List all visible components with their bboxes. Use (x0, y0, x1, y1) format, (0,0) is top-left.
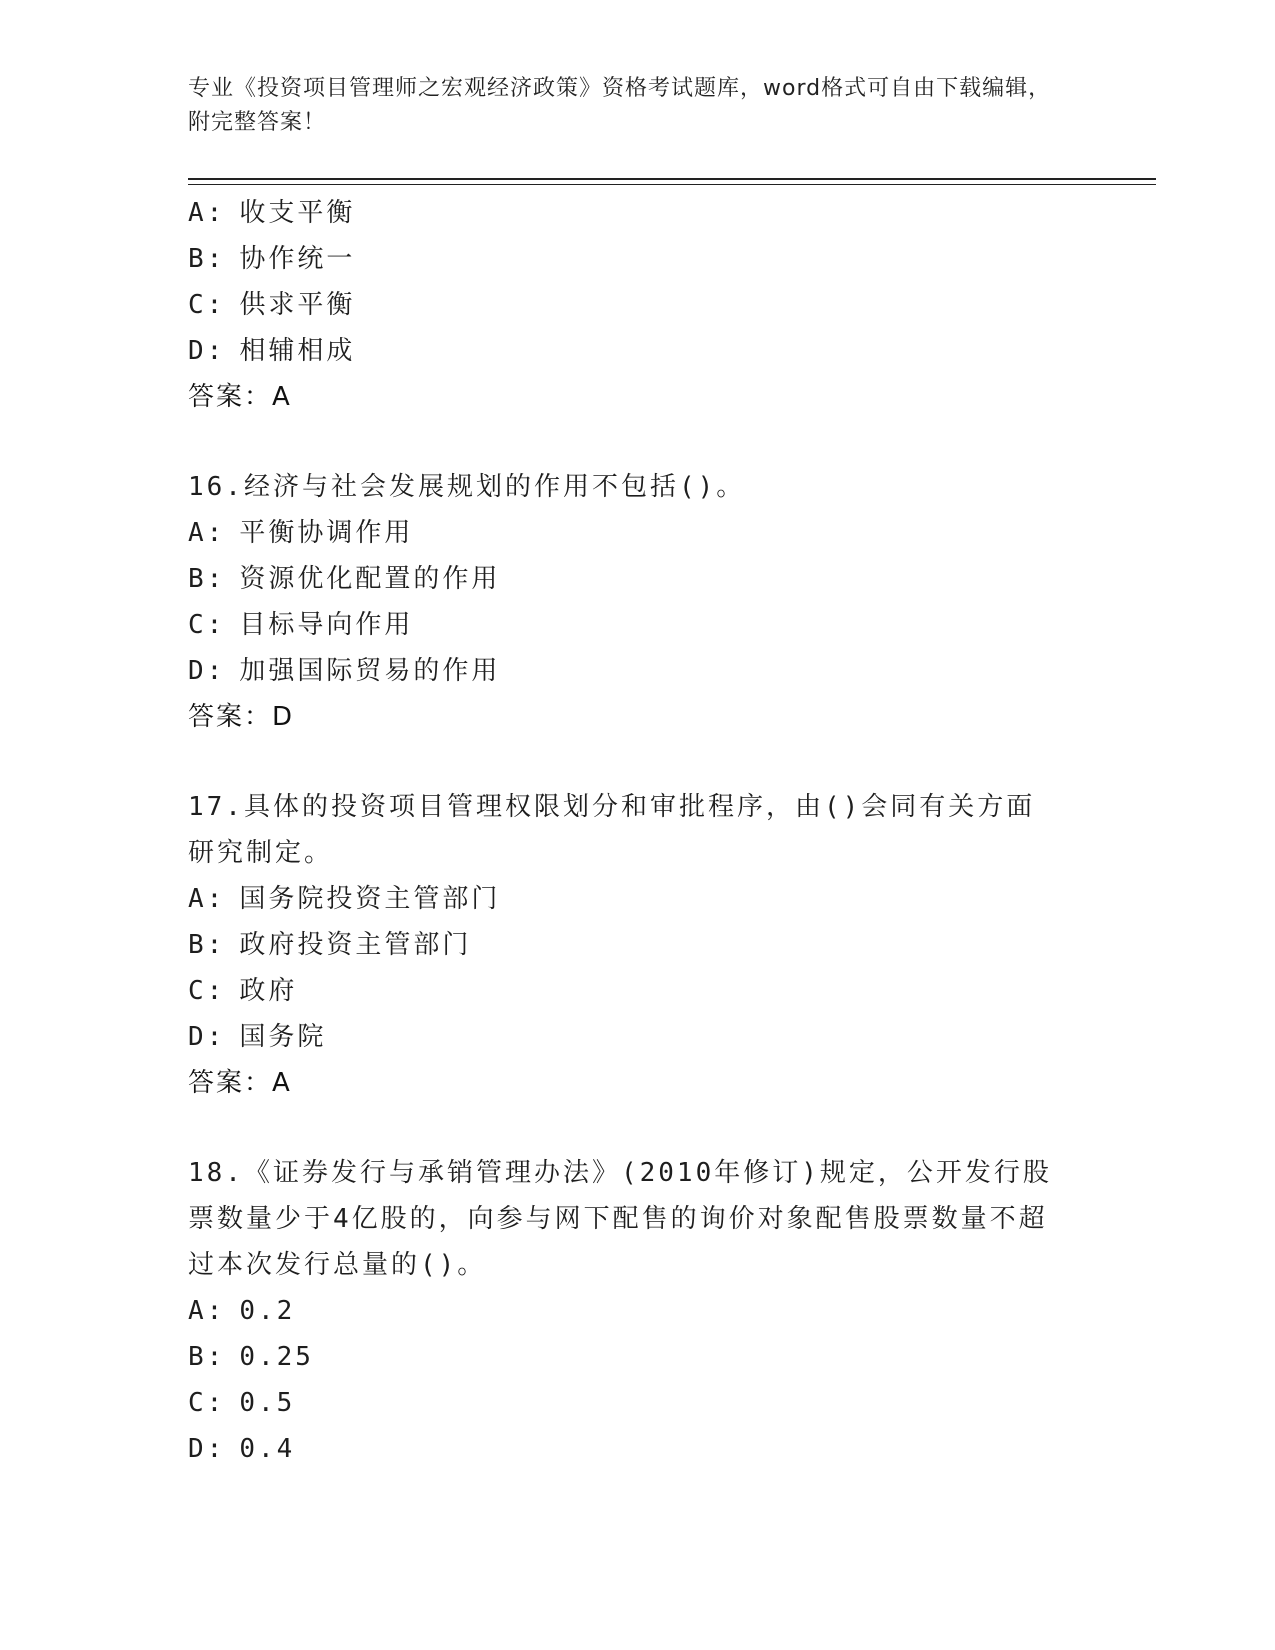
option-prefix: A: (188, 1296, 226, 1326)
option-text: 目标导向作用 (239, 610, 414, 640)
option-a (188, 510, 1088, 556)
option-text: 0.4 (239, 1434, 296, 1464)
question-15 (188, 190, 1088, 420)
option-text: 协作统一 (239, 244, 356, 274)
question-content (188, 190, 1088, 1472)
option-b (188, 1334, 1088, 1380)
option-text: 政府投资主管部门 (239, 930, 472, 960)
option-a (188, 190, 1088, 236)
option-text: 相辅相成 (239, 336, 356, 366)
option-a (188, 876, 1088, 922)
header-rule-thick (188, 178, 1156, 180)
option-d (188, 648, 1088, 694)
option-text: 资源优化配置的作用 (239, 564, 501, 594)
question-18 (188, 1150, 1088, 1472)
header-text: 专业《投资项目管理师之宏观经济政策》资格考试题库，word格式可自由下载编辑，附完整答案！ (188, 76, 1052, 135)
option-prefix: B: (188, 564, 226, 594)
option-prefix: D: (188, 656, 226, 686)
option-prefix: B: (188, 244, 226, 274)
option-b (188, 922, 1088, 968)
spacer (188, 1106, 1088, 1150)
option-d (188, 1014, 1088, 1060)
answer-line: 答案：A (188, 1068, 292, 1098)
option-text: 政府 (239, 976, 298, 1006)
answer-line: 答案：D (188, 702, 295, 732)
option-prefix: D: (188, 1022, 226, 1052)
option-text: 0.25 (239, 1342, 314, 1372)
question-stem: 16.经济与社会发展规划的作用不包括()。 (188, 472, 746, 502)
option-prefix: C: (188, 610, 226, 640)
option-text: 平衡协调作用 (239, 518, 414, 548)
option-c (188, 968, 1088, 1014)
option-prefix: B: (188, 1342, 226, 1372)
question-16 (188, 464, 1088, 740)
option-prefix: C: (188, 290, 226, 320)
option-prefix: D: (188, 336, 226, 366)
spacer (188, 740, 1088, 784)
option-text: 加强国际贸易的作用 (239, 656, 501, 686)
option-text: 供求平衡 (239, 290, 356, 320)
option-d (188, 1426, 1088, 1472)
option-b (188, 236, 1088, 282)
option-prefix: D: (188, 1434, 226, 1464)
document-header (188, 72, 1068, 140)
header-rule-thin (188, 184, 1156, 185)
option-c (188, 602, 1088, 648)
question-17 (188, 784, 1088, 1106)
question-stem: 18.《证券发行与承销管理办法》(2010年修订)规定，公开发行股票数量少于4亿股的，向参与网下配售的询价对象配售股票数量不超过本次发行总量的()。 (188, 1158, 1052, 1280)
option-text: 国务院 (239, 1022, 327, 1052)
option-prefix: C: (188, 976, 226, 1006)
option-text: 国务院投资主管部门 (239, 884, 501, 914)
option-text: 收支平衡 (239, 198, 356, 228)
option-a (188, 1288, 1088, 1334)
answer-line: 答案：A (188, 382, 292, 412)
option-prefix: A: (188, 884, 226, 914)
option-prefix: A: (188, 198, 226, 228)
question-stem: 17.具体的投资项目管理权限划分和审批程序，由()会同有关方面研究制定。 (188, 792, 1036, 868)
option-text: 0.2 (239, 1296, 296, 1326)
option-c (188, 282, 1088, 328)
spacer (188, 420, 1088, 464)
option-text: 0.5 (239, 1388, 296, 1418)
option-c (188, 1380, 1088, 1426)
option-prefix: A: (188, 518, 226, 548)
option-prefix: B: (188, 930, 226, 960)
option-prefix: C: (188, 1388, 226, 1418)
option-b (188, 556, 1088, 602)
option-d (188, 328, 1088, 374)
